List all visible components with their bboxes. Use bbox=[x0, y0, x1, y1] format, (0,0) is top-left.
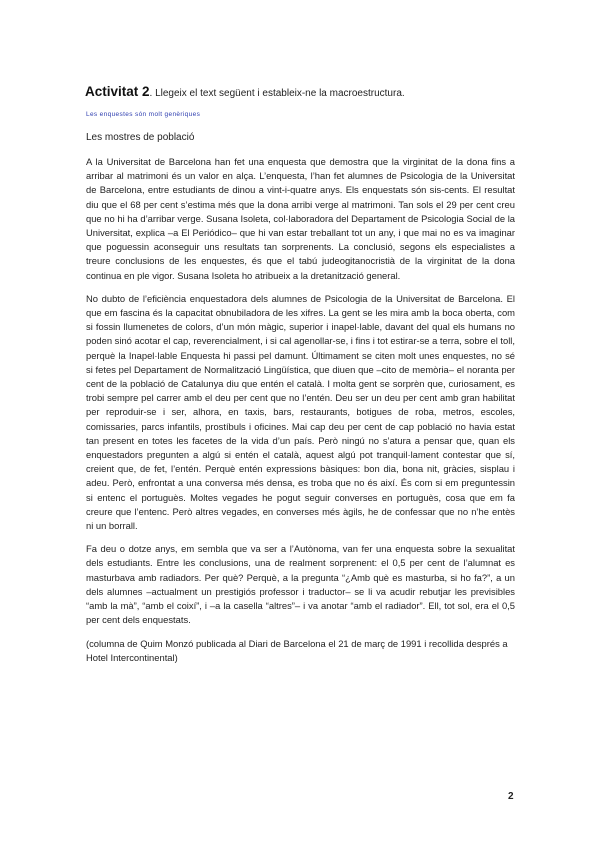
body-text bbox=[86, 155, 515, 674]
activity-instruction: . Llegeix el text següent i estableix-ne la macroestructura. bbox=[149, 88, 405, 99]
paragraph: Fa deu o dotze anys, em sembla que va ser a l’Autònoma, van fer una enquesta sobre la sexualitat dels estudiants. Entre les conclusions, una de realment sorprenent: el 0,5 per cent de l’alumnat es masturbava amb radiadors. Per què? Perquè, a la pregunta “¿Amb què es masturba, si ho fa?”, a un dels alumnes –actualment un prestigiós professor i traductor– se li va acudir rebutjar les previsibles “amb la mà”, “amb el coixí”, i –a la casella “altres”– i va anotar “amb el radiador”. Ell, tot sol, era el 0,5 per cent dels enquestats. bbox=[86, 543, 515, 626]
activity-label: Activitat 2 bbox=[85, 84, 150, 99]
paragraph: A la Universitat de Barcelona han fet una enquesta que demostra que la virginitat de la dona fins a arribar al matrimoni és un valor en alça. L’enquesta, l’han fet alumnes de Psicologia de la Universitat de Barcelona, entre estudiants de dinou a vint-i-quatre anys. Els enquestats són sis-cents. El resultat diu que el 68 per cent s’estima més que la dona arribi verge al matrimoni. Tan sols el 29 per cent creu que no hi ha d’arribar verge. Susana Isoleta, col·laboradora del Departament de Psicologia Social de la Universitat, explica –a El Periódico– que hi van estar treballant tot un any, i que mai no es va imaginar que poguessin aconseguir uns resultats tan sorprenents. La conclusió, segons els especialistes a treure conclusions de les enquestes, és que el tabú judeogitanocristià de la virginitat de la dona continua en ple vigor. Susana Isoleta ho atribueix a la dretanització general. bbox=[86, 156, 515, 281]
citation: (columna de Quim Monzó publicada al Diari de Barcelona el 21 de març de 1991 i recollida després a Hotel Intercontinental) bbox=[86, 637, 508, 663]
section-title: Les mostres de població bbox=[86, 132, 195, 143]
activity-heading bbox=[85, 85, 525, 101]
paragraph: No dubto de l’eficiència enquestadora dels alumnes de Psicologia de la Universitat de Barcelona. El que em fascina és la capacitat obnubiladora de les xifres. La gent se les mira amb la boca oberta, com si fossin llumenetes de colors, d’un món màgic, superior i inapel·lable, davant del qual els humans no poden sinó acotar el cap, reverencialment, i si cal agenollar-se, i fins i tot estirar-se a terra, sobre el toll, perquè la Inapel·lable Enquesta hi passi pel damunt. Últimament se citen molt unes enquestes, no sé si fetes pel Departament de Normalització Lingüística, que diuen que –cito de memòria– el noranta per cent de la població de Catalunya diu que entén el català. I molta gent se sorprèn que, curiosament, es trobi sempre pel carrer amb el deu per cent que no l’entén. Deu ser un deu per cent amb gran habilitat per reproduir-se i ser, alhora, en taxis, bars, restaurants, botigues de roba, metros, escoles, comissaries, parcs infantils, prostíbuls i oficines. Mai cap deu per cent de cap població no havia estat tan present en totes les facetes de la vida d’un país. Però ningú no s’atura a pensar que, quan els enquestadors pregunten a algú si entén el català, aquest algú pot tranquil·lament contestar que sí, creient que, de fet, l’entén. Perquè entén expressions bàsiques: bon dia, bona nit, gràcies, sisplau i adeu. Però, enfrontat a una conversa més densa, es troba que no és així. És com si em preguntessin si entenc el portuguès. Moltes vegades he pogut seguir converses en portuguès, cosa que em fa creure que l’entenc. Però altres vegades, en converses més àgils, he de confessar que no n’he entès ni un borrall. bbox=[86, 292, 515, 532]
page-number: 2 bbox=[508, 791, 514, 802]
subtitle: Les enquestes són molt genèriques bbox=[86, 111, 201, 118]
